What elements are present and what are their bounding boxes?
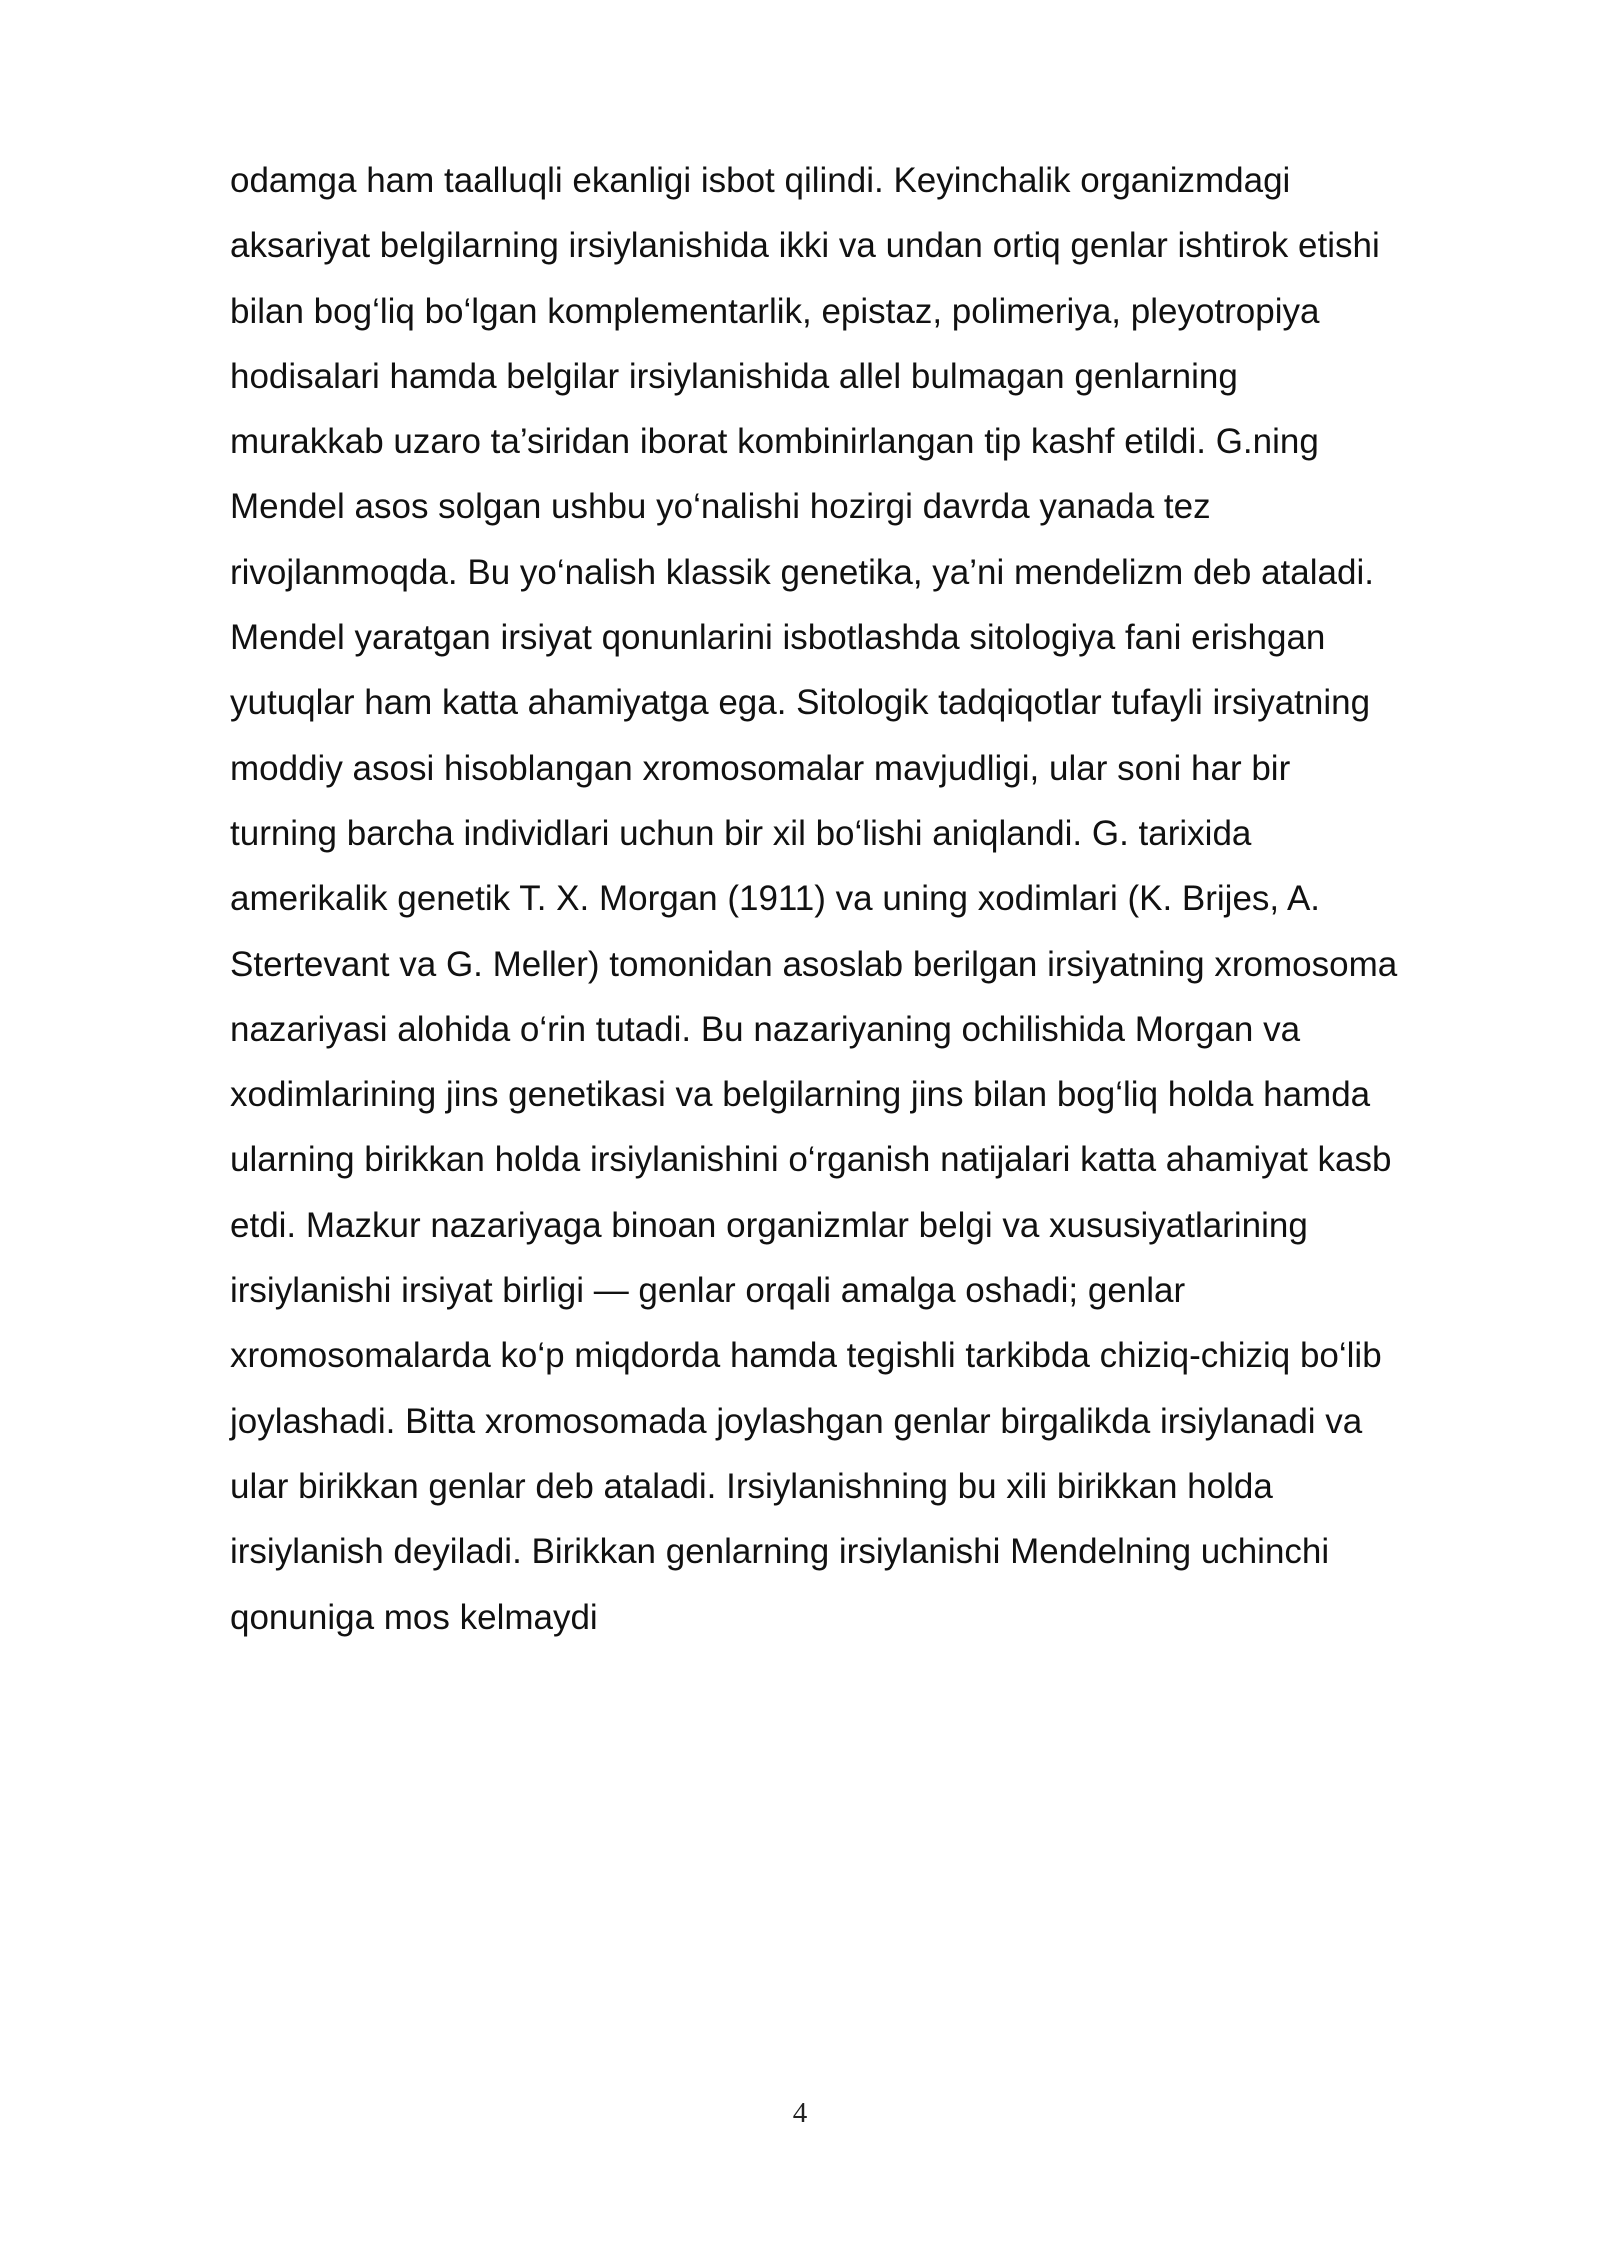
text-line: ular birikkan genlar deb ataladi. Irsiylanishning bu xili birikkan holda (230, 1466, 1273, 1506)
text-line: yutuqlar ham katta ahamiyatga ega. Sitologik tadqiqotlar tufayli irsiyatning (230, 683, 1371, 723)
body-text (230, 148, 1530, 1650)
text-line: irsiylanishi irsiyat birligi — genlar orqali amalga oshadi; genlar (230, 1271, 1186, 1311)
text-line: aksariyat belgilarning irsiylanishida ikki va undan ortiq genlar ishtirok etishi (230, 226, 1380, 266)
text-line: murakkab uzaro ta’siridan iborat kombinirlangan tip kashf etildi. G.ning (230, 422, 1319, 462)
text-line: moddiy asosi hisoblangan xromosomalar mavjudligi, ular soni har bir (230, 748, 1291, 788)
text-line: amerikalik genetik T. X. Morgan (1911) va uning xodimlari (K. Brijes, A. (230, 879, 1321, 919)
page-number: 4 (792, 2097, 808, 2129)
text-line: etdi. Mazkur nazariyaga binoan organizmlar belgi va xususiyatlarining (230, 1205, 1308, 1245)
text-line: joylashadi. Bitta xromosomada joylashgan genlar birgalikda irsiylanadi va (230, 1401, 1363, 1441)
text-line: odamga ham taalluqli ekanligi isbot qilindi. Keyinchalik organizmdagi (230, 161, 1291, 200)
text-line: ularning birikkan holda irsiylanishini o‘rganish natijalari katta ahamiyat kasb (230, 1140, 1392, 1180)
text-line: xodimlarining jins genetikasi va belgilarning jins bilan bog‘liq holda hamda (230, 1075, 1371, 1115)
text-line: Mendel asos solgan ushbu yo‘nalishi hozirgi davrda yanada tez (230, 487, 1211, 527)
text-line: Mendel yaratgan irsiyat qonunlarini isbotlashda sitologiya fani erishgan (230, 618, 1326, 658)
text-line: xromosomalarda ko‘p miqdorda hamda tegishli tarkibda chiziq-chiziq bo‘lib (230, 1336, 1382, 1376)
text-line: Stertevant va G. Meller) tomonidan asoslab berilgan irsiyatning xromosoma (230, 944, 1398, 984)
text-line: rivojlanmoqda. Bu yo‘nalish klassik genetika, ya’ni mendelizm deb ataladi. (230, 552, 1374, 592)
text-line: hodisalari hamda belgilar irsiylanishida allel bulmagan genlarning (230, 356, 1238, 396)
text-line: turning barcha individlari uchun bir xil bo‘lishi aniqlandi. G. tarixida (230, 813, 1252, 853)
text-line: qonuniga mos kelmaydi (230, 1597, 598, 1637)
text-line: bilan bog‘liq bo‘lgan komplementarlik, epistaz, polimeriya, pleyotropiya (230, 291, 1320, 331)
text-line: nazariyasi alohida o‘rin tutadi. Bu nazariyaning ochilishida Morgan va (230, 1009, 1301, 1049)
text-line: irsiylanish deyiladi. Birikkan genlarning irsiylanishi Mendelning uchinchi (230, 1532, 1330, 1572)
